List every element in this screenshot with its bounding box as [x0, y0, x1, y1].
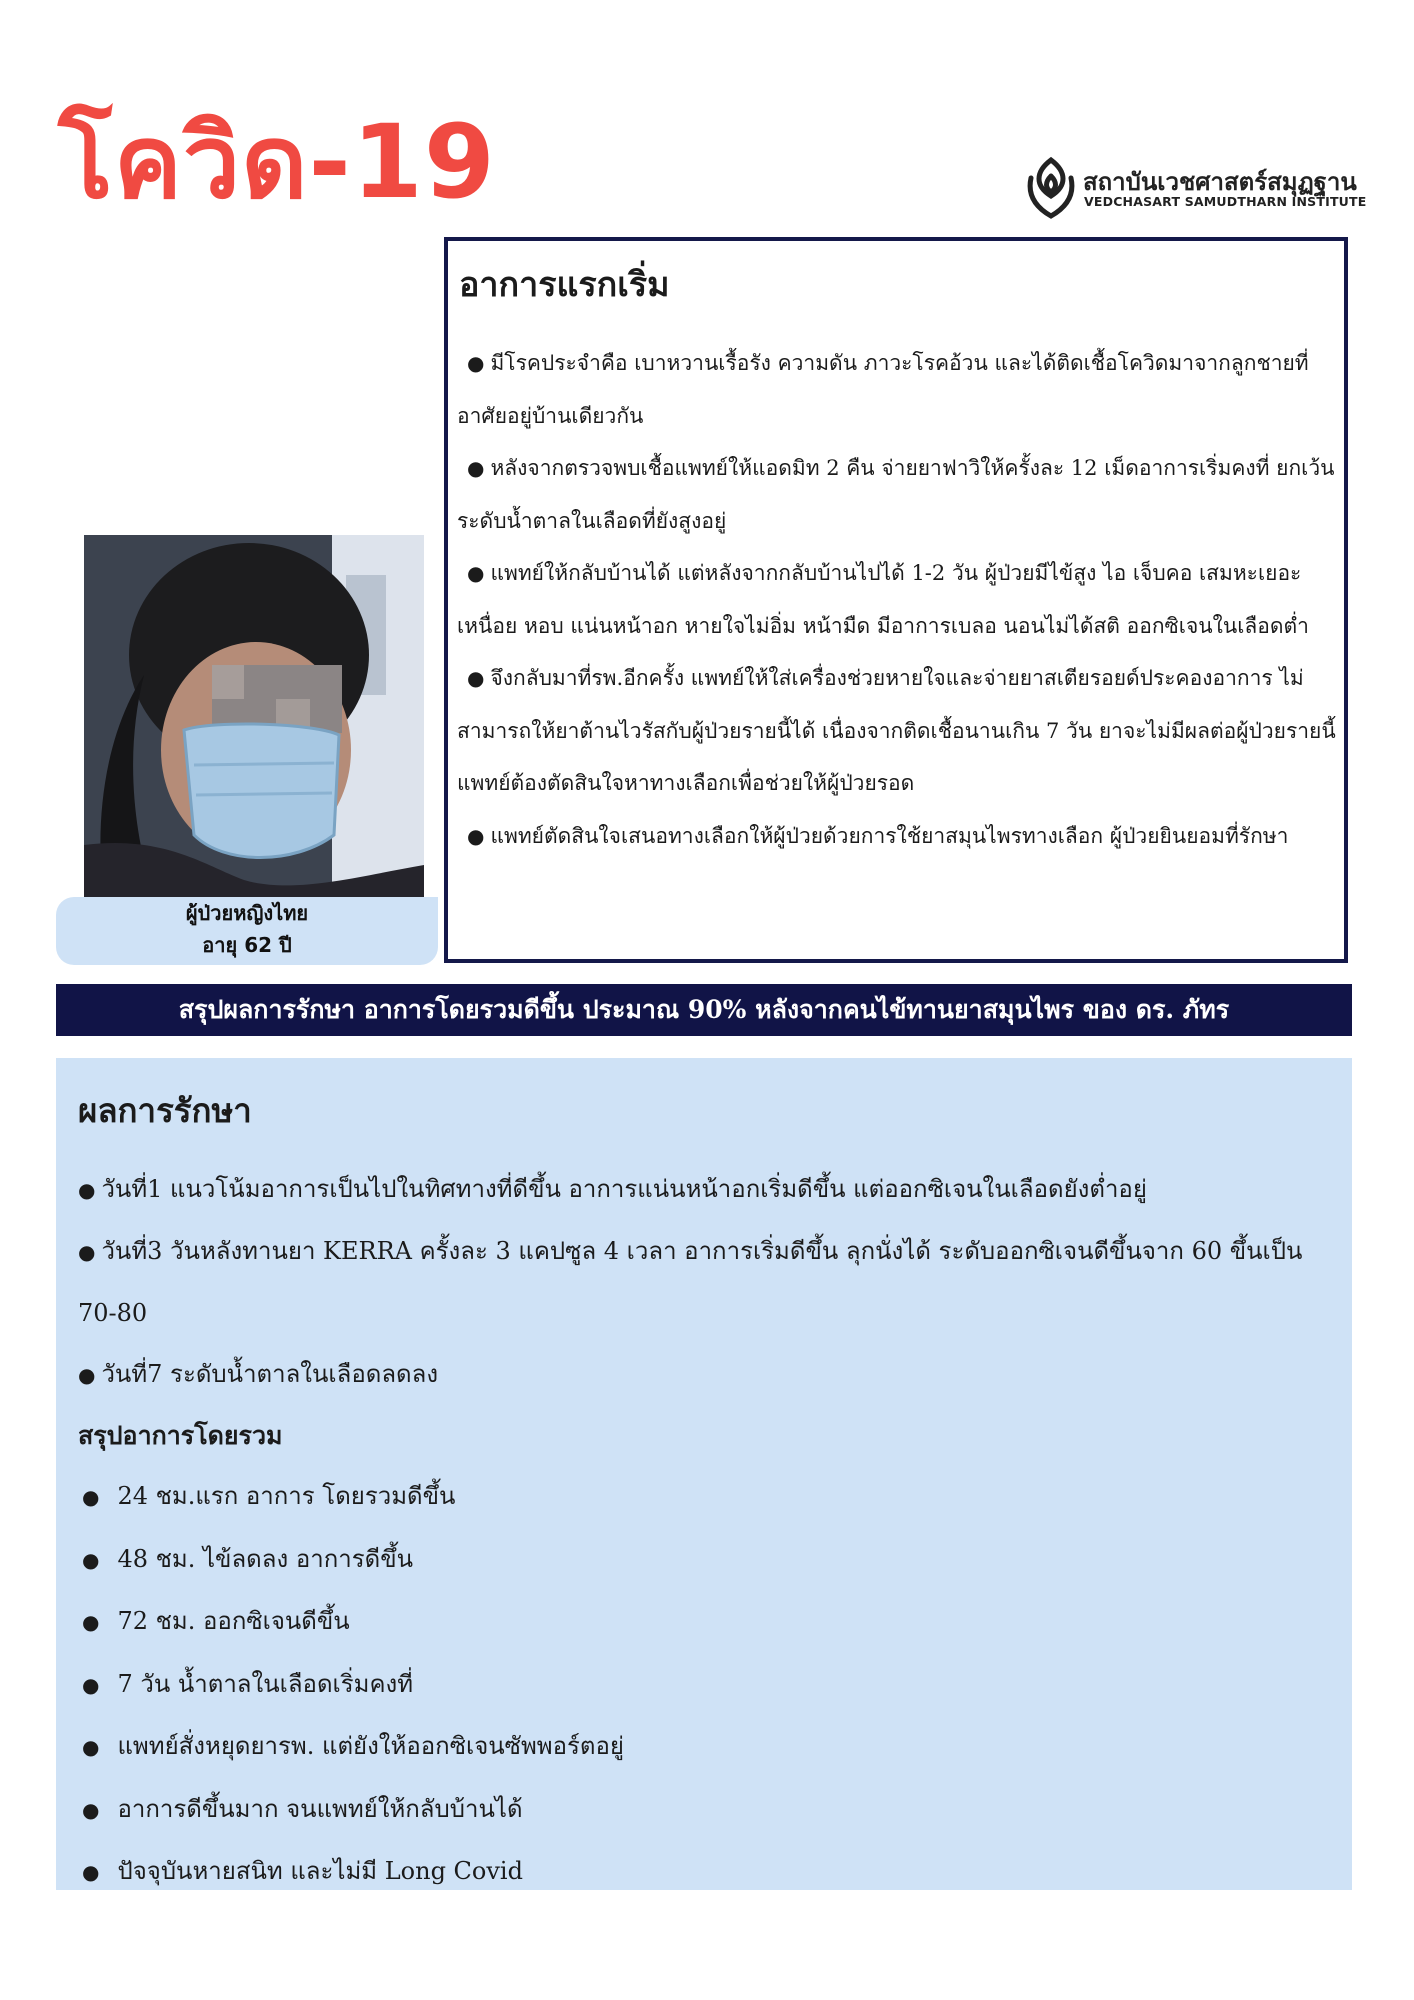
bullet-icon: ●: [467, 823, 485, 848]
bullet-icon: ●: [78, 1363, 96, 1387]
summary-item: ● ปัจจุบันหายสนิท และไม่มี Long Covid: [82, 1857, 523, 1885]
summary-item: ● 7 วัน น้ำตาลในเลือดเริ่มคงที่: [82, 1669, 414, 1698]
bullet-icon: ●: [467, 561, 485, 585]
bullet-icon: ●: [82, 1547, 100, 1572]
patient-gender-label: ผู้ป่วยหญิงไทย: [185, 901, 309, 925]
bullet-icon: ●: [467, 666, 485, 690]
logo-english-name: VEDCHASART SAMUDTHARN INSTITUTE: [1084, 194, 1367, 209]
patient-caption: [56, 897, 438, 965]
bullet-icon: ●: [78, 1240, 96, 1264]
initial-symptoms-box: [444, 237, 1348, 963]
result-item: ● วันที่1 แนวโน้มอาการเป็นไปในทิศทางที่ดีขึ้น อาการแน่นหน้าอกเริ่มดีขึ้น แต่ออกซิเจนในเลือดยังต่ำอยู่: [78, 1175, 1147, 1203]
summary-item: ● 72 ชม. ออกซิเจนดีขึ้น: [82, 1607, 350, 1635]
logo-thai-name: สถาบันเวชศาสตร์สมุฏฐาน: [1083, 168, 1357, 196]
lotus-logo-icon: [1025, 156, 1077, 220]
symptom-item: ● หลังจากตรวจพบเชื้อแพทย์ให้แอดมิท 2 คืน จ่ายยาฟาวิให้ครั้งละ 12 เม็ดอาการเริ่มคงที่ ยกเว้นระดับน้ำตาลในเลือดที่ยังสูงอยู่: [457, 456, 1335, 533]
patient-age-label: อายุ 62 ปี: [202, 933, 292, 957]
summary-item: ● 24 ชม.แรก อาการ โดยรวมดีขึ้น: [82, 1482, 456, 1510]
symptom-item: ● มีโรคประจำคือ เบาหวานเรื้อรัง ความดัน ภาวะโรคอ้วน และได้ติดเชื้อโควิดมาจากลูกชายที่อาศัยอยู่บ้านเดียวกัน: [457, 351, 1309, 428]
result-item: ● วันที่7 ระดับน้ำตาลในเลือดลดลง: [78, 1360, 439, 1388]
patient-photo: [84, 535, 424, 897]
summary-item: ● แพทย์สั่งหยุดยารพ. แต่ยังให้ออกซิเจนซัพพอร์ตอยู่: [82, 1732, 624, 1760]
summary-item: ● อาการดีขึ้นมาก จนแพทย์ให้กลับบ้านได้: [82, 1794, 523, 1823]
symptom-item: ● จึงกลับมาที่รพ.อีกครั้ง แพทย์ให้ใส่เครื่องช่วยหายใจและจ่ายยาสเตียรอยด์ประคองอาการ ไม่สามารถให้ยาต้านไวรัสกับผู้ป่วยรายนี้ได้ เนื่องจากติดเชื้อนานเกิน 7 วัน ยาจะไม่มีผลต่อผู้ป่วยรายนี้ แพทย์ต้องตัดสินใจหาทางเลือกเพื่อช่วยให้ผู้ป่วยรอด: [457, 666, 1336, 795]
bullet-icon: ●: [82, 1860, 100, 1884]
bullet-icon: ●: [82, 1797, 100, 1822]
symptom-item: ● แพทย์ตัดสินใจเสนอทางเลือกให้ผู้ป่วยด้วยการใช้ยาสมุนไพรทางเลือก ผู้ป่วยยินยอมที่รักษา: [467, 823, 1289, 848]
bullet-icon: ●: [82, 1735, 100, 1759]
bullet-icon: ●: [467, 456, 485, 480]
bullet-icon: ●: [82, 1610, 100, 1634]
page-title: โควิด-19: [58, 103, 496, 222]
treatment-results-section: [56, 1058, 1352, 1890]
summary-title: สรุปอาการโดยรวม: [78, 1421, 283, 1450]
summary-item: ● 48 ชม. ไข้ลดลง อาการดีขึ้น: [82, 1544, 413, 1573]
symptoms-title: อาการแรกเริ่ม: [459, 265, 670, 305]
bullet-icon: ●: [82, 1672, 100, 1697]
result-item: ● วันที่3 วันหลังทานยา KERRA ครั้งละ 3 แคปซูล 4 เวลา อาการเริ่มดีขึ้น ลุกนั่งได้ ระดับออกซิเจนดีขึ้นจาก 60 ขึ้นเป็น 70-80: [78, 1237, 1303, 1327]
summary-banner: สรุปผลการรักษา อาการโดยรวมดีขึ้น ประมาณ 90% หลังจากคนไข้ทานยาสมุนไพร ของ ดร. ภัทร: [56, 984, 1352, 1036]
results-title: ผลการรักษา: [78, 1091, 252, 1130]
bullet-icon: ●: [82, 1485, 100, 1509]
bullet-icon: ●: [78, 1178, 96, 1202]
bullet-icon: ●: [467, 351, 485, 375]
institute-logo: [1025, 156, 1367, 220]
symptom-item: ● แพทย์ให้กลับบ้านได้ แต่หลังจากกลับบ้านไปได้ 1-2 วัน ผู้ป่วยมีไข้สูง ไอ เจ็บคอ เสมหะเยอะ เหนื่อย หอบ แน่นหน้าอก หายใจไม่อิ่ม หน้ามืด มีอาการเบลอ นอนไม่ได้สติ ออกซิเจนในเลือดต่ำ: [457, 561, 1309, 638]
